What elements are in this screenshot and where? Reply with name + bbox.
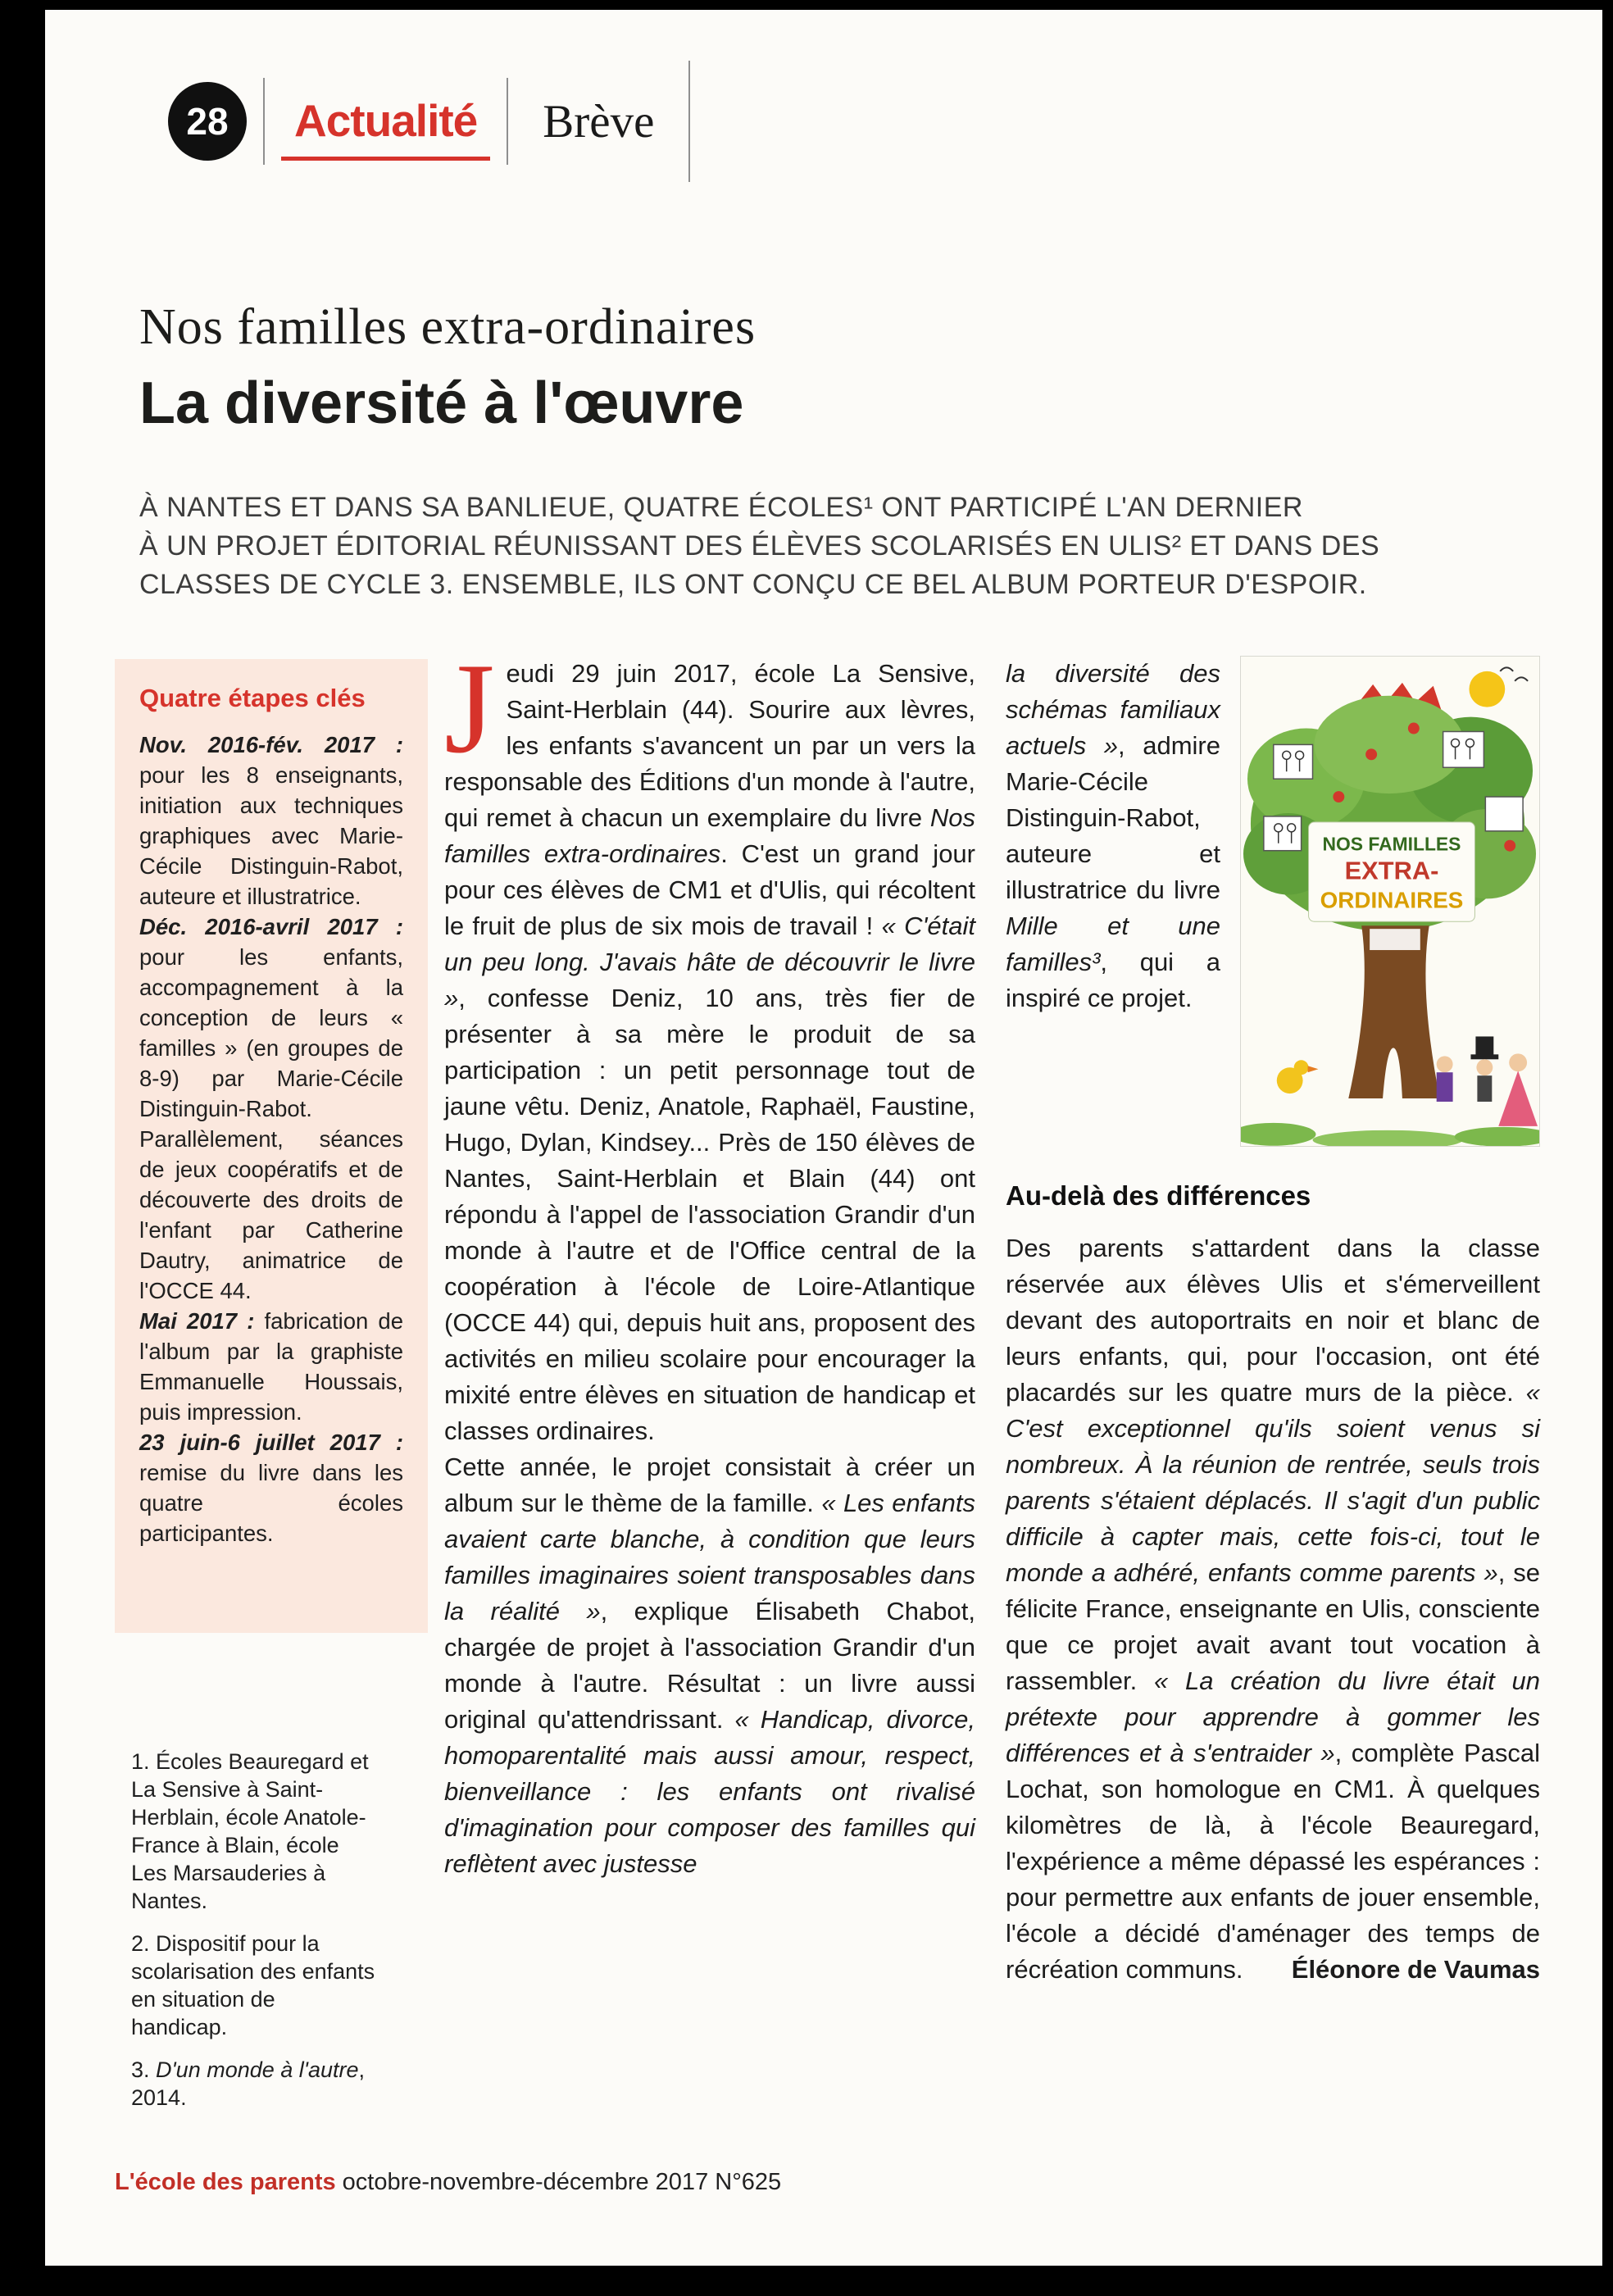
title-block	[139, 298, 756, 437]
divider-bar	[263, 78, 265, 165]
paragraph-text: eudi 29 juin 2017, école La Sensive, Saint-Herblain (44). Sourire aux lèvres, les enfants s'avancent un par un vers la responsable des Éditions d'un monde à l'autre, qui remet à chacun un exemplaire du livre Nos familles extra-ordinaires. C'est un grand jour pour ces élèves de CM1 et d'Ulis, qui récoltent le fruit de plus de six mois de travail ! « C'était un peu long. J'avais hâte de découvrir le livre », confesse Deniz, 10 ans, très fier de présenter à sa mère le produit de sa participation : un petit personnage tout de jaune vêtu. Deniz, Anatole, Raphaël, Faustine, Hugo, Dylan, Kindsey... Près de 150 élèves de Nantes, Saint-Herblain et Blain (44) ont répondu à l'appel de l'association Grandir d'un monde à l'autre et de l'Office central de la coopération à l'école de Loire-Atlantique (OCCE 44) qui, depuis huit ans, proposent des activités en milieu scolaire pour encourager la mixité entre élèves en situation de handicap et classes ordinaires.	[444, 659, 976, 1445]
standfirst-line: À UN PROJET ÉDITORIAL RÉUNISSANT DES ÉLÈVES SCOLARISÉS EN ULIS² ET DANS DES	[139, 530, 1380, 561]
section-heading: Au-delà des différences	[1006, 1180, 1311, 1211]
magazine-page	[45, 10, 1602, 2266]
sidebar-text	[139, 730, 403, 1548]
right-column-top	[1006, 656, 1540, 1147]
divider-bar	[507, 78, 508, 165]
book-cover-title-line3: ORDINAIRES	[1320, 887, 1464, 913]
book-cover-illustration	[1240, 656, 1540, 1147]
article-column-right	[1006, 656, 1540, 1988]
article-column-center	[444, 637, 976, 1882]
footnote-item: 1. Écoles Beauregard et La Sensive à Saint-Herblain, école Anatole-France à Blain, école Les Marsauderies à Nantes.	[131, 1749, 369, 1913]
article-paragraph: Cette année, le projet consistait à créer un album sur le thème de la famille. « Les enfants avaient carte blanche, à condition que leurs familles imaginaires soient transposables dans la réalité », explique Élisabeth Chabot, chargée de projet à l'association Grandir d'un monde à l'autre. Résultat : un livre aussi original qu'attendrissant. « Handicap, divorce, homoparentalité mais aussi amour, respect, bienveillance : les enfants ont rivalisé d'imagination pour composer des familles qui reflètent avec justesse	[444, 1453, 976, 1878]
sidebar-paragraph: Mai 2017 : fabrication de l'album par la graphiste Emmanuelle Houssais, puis impression.	[139, 1308, 403, 1425]
sidebar-title: Quatre étapes clés	[139, 684, 366, 712]
footnote-item: 3. D'un monde à l'autre, 2014.	[131, 2057, 366, 2110]
book-cover-figure	[1240, 656, 1540, 1147]
book-cover-title-line1: NOS FAMILLES	[1322, 833, 1461, 855]
sidebar-paragraph: Nov. 2016-fév. 2017 : pour les 8 enseignants, initiation aux techniques graphiques avec Marie-Cécile Distinguin-Rabot, auteure et illustratrice.	[139, 732, 403, 909]
article-kicker: Nos familles extra-ordinaires	[139, 299, 757, 355]
article-paragraph	[444, 637, 976, 1449]
article-paragraph: Des parents s'attardent dans la classe réservée aux élèves Ulis et s'émerveillent devant des autoportraits en noir et blanc de leurs enfants, qui, pour l'occasion, ont été placardés sur les quatre murs de la pièce. « C'est exceptionnel qu'ils soient venus si nombreux. À la réunion de rentrée, seuls trois parents s'étaient déplacés. Il s'agit d'un public difficile à capter mais, cette fois-ci, tout le monde a adhéré, enfants comme parents », se félicite France, enseignante en Ulis, consciente que ce projet avait avant tout vocation à rassembler. « La création du livre était un prétexte pour apprendre à gommer les différences et à s'entraider », complète Pascal Lochat, son homologue en CM1. À quelques kilomètres de là, à l'école Beauregard, l'expérience a même dépassé les espérances : pour permettre aux enfants de jouer ensemble, l'école a décidé d'aménager des temps de récréation communs.	[1006, 1233, 1541, 1984]
standfirst	[139, 489, 1565, 604]
drop-cap: J	[444, 637, 495, 780]
subsection-label: Brève	[543, 95, 655, 148]
key-steps-sidebar	[115, 659, 428, 1633]
page-number-badge	[168, 82, 247, 161]
section-label: Actualité	[294, 94, 478, 146]
sidebar-paragraph: Déc. 2016-avril 2017 : pour les enfants, accompagnement à la conception de leurs « familles » (en groupes de 8-9) par Marie-Cécile Distinguin-Rabot. Parallèlement, séances de jeux coopératifs et de découverte des droits de l'enfant par Catherine Dautry, animatrice de l'OCCE 44.	[139, 914, 403, 1303]
author-signature: Éléonore de Vaumas	[1291, 1954, 1540, 1984]
standfirst-line: CLASSES DE CYCLE 3. ENSEMBLE, ILS ONT CONÇU CE BEL ALBUM PORTEUR D'ESPOIR.	[139, 569, 1367, 600]
footnote-item: 2. Dispositif pour la scolarisation des enfants en situation de handicap.	[131, 1931, 375, 2039]
magazine-name: L'école des parents	[115, 2169, 336, 2195]
masthead	[168, 61, 707, 182]
footnotes	[131, 1748, 377, 2126]
trunk-label	[1370, 929, 1420, 950]
article-paragraph: la diversité des schémas familiaux actuels », admire Marie-Cécile Distinguin-Rabot, auteure et illustratrice du livre Mille et une familles³, qui a inspiré ce projet.	[1006, 659, 1220, 1012]
sidebar-paragraph: 23 juin-6 juillet 2017 : remise du livre dans les quatre écoles participantes.	[139, 1430, 403, 1546]
sun-icon	[1469, 671, 1505, 707]
article-title: La diversité à l'œuvre	[139, 371, 744, 436]
page-footer	[115, 2169, 781, 2196]
page-number: 28	[186, 100, 229, 143]
purple-figure-icon	[1437, 1056, 1453, 1072]
princess-figure-icon	[1509, 1053, 1527, 1071]
standfirst-line: À NANTES ET DANS SA BANLIEUE, QUATRE ÉCOLES¹ ONT PARTICIPÉ L'AN DERNIER	[139, 492, 1303, 523]
tophat-figure-icon	[1475, 1036, 1493, 1056]
section-box	[281, 83, 490, 161]
book-cover-title-line2: EXTRA-	[1344, 856, 1439, 885]
divider-bar	[688, 61, 690, 182]
issue-info: octobre-novembre-décembre 2017 N°625	[335, 2169, 782, 2195]
